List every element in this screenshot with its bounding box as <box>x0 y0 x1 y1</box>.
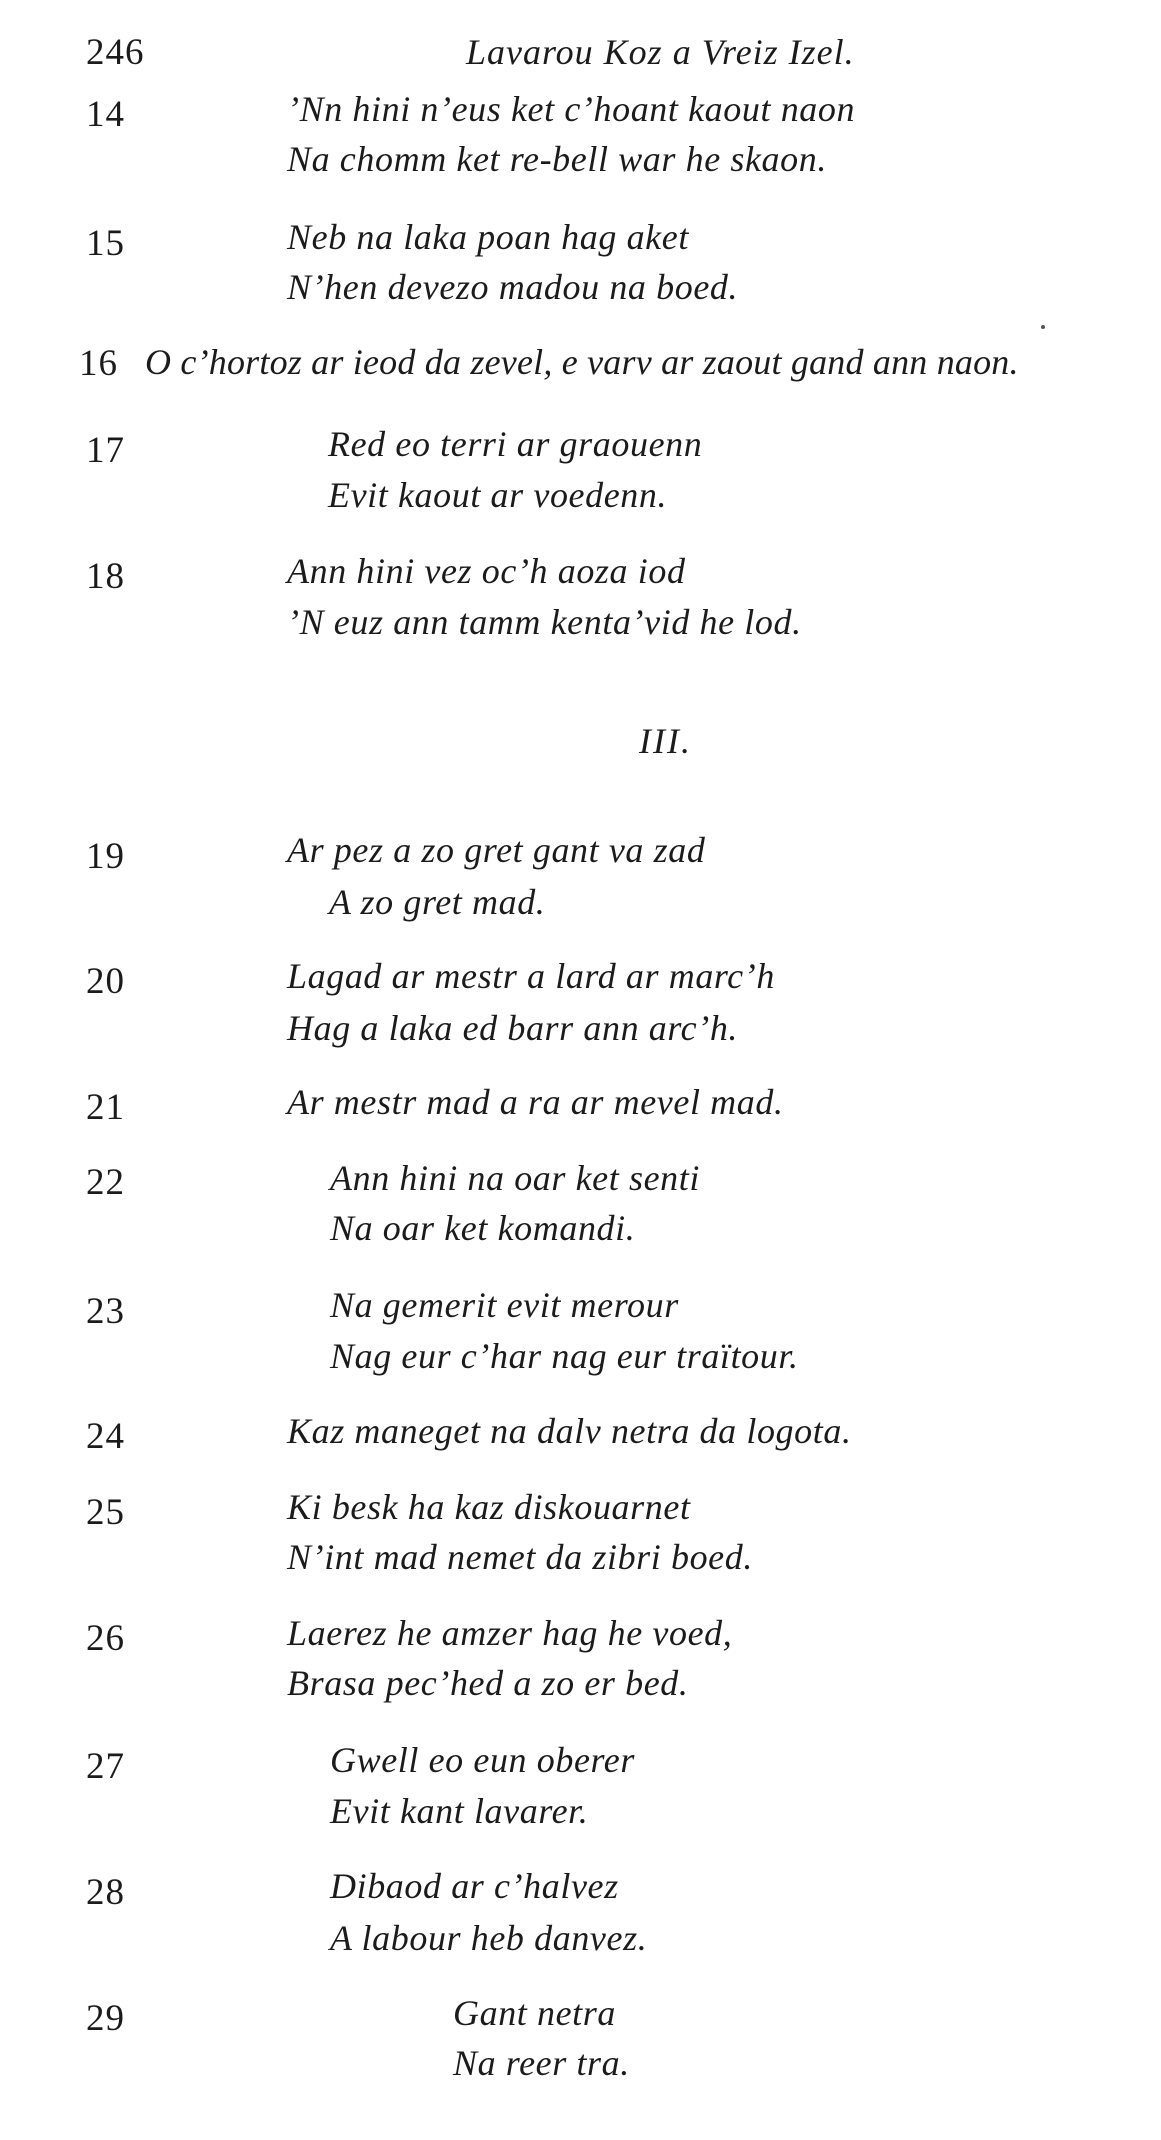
proverb-line: Hag a laka ed barr ann arc’h. <box>287 1008 739 1048</box>
running-title: Lavarou Koz a Vreiz Izel. <box>466 32 855 72</box>
proverb-line: Laerez he amzer hag he voed, <box>287 1613 733 1653</box>
proverb-number: 16 <box>79 343 118 384</box>
proverb-number: 25 <box>86 1492 125 1533</box>
print-speck <box>1041 325 1045 329</box>
proverb-line: N’int mad nemet da zibri boed. <box>287 1537 753 1577</box>
proverb-number: 23 <box>86 1291 125 1332</box>
proverb-number: 27 <box>86 1746 125 1787</box>
proverb-line: Na oar ket komandi. <box>330 1208 636 1248</box>
proverb-number: 22 <box>86 1162 125 1203</box>
proverb-line: ’Nn hini n’eus ket c’hoant kaout naon <box>287 89 856 129</box>
proverb-line: Red eo terri ar graouenn <box>328 424 703 464</box>
section-heading: III. <box>639 721 692 761</box>
proverb-line: Neb na laka poan hag aket <box>287 217 689 257</box>
proverb-number: 26 <box>86 1618 125 1659</box>
proverb-line: ’N euz ann tamm kenta’vid he lod. <box>287 602 802 642</box>
proverb-line: Ann hini vez oc’h aoza iod <box>287 551 686 591</box>
proverb-line: A labour heb danvez. <box>330 1918 648 1958</box>
proverb-line: Ki besk ha kaz diskouarnet <box>287 1487 691 1527</box>
proverb-number: 17 <box>86 430 125 471</box>
proverb-line: N’hen devezo madou na boed. <box>287 267 739 307</box>
proverb-number: 28 <box>86 1872 125 1913</box>
proverb-line: Gwell eo eun oberer <box>330 1740 635 1780</box>
proverb-number: 15 <box>86 223 125 264</box>
proverb-number: 29 <box>86 1998 125 2039</box>
proverb-line: Na chomm ket re-bell war he skaon. <box>287 139 827 179</box>
proverb-number: 24 <box>86 1416 125 1457</box>
proverb-line: Na reer tra. <box>453 2043 630 2083</box>
proverb-line: Gant netra <box>453 1993 616 2033</box>
proverb-number: 18 <box>86 556 125 597</box>
proverb-line: Kaz maneget na dalv netra da logota. <box>287 1411 852 1451</box>
proverb-number: 19 <box>86 836 125 877</box>
proverb-line: Ar mestr mad a ra ar mevel mad. <box>287 1082 784 1122</box>
proverb-line: O c’hortoz ar ieod da zevel, e varv ar zaout gand ann naon. <box>145 342 1019 382</box>
proverb-line: Ann hini na oar ket senti <box>330 1158 700 1198</box>
proverb-number: 14 <box>86 94 125 135</box>
proverb-line: Brasa pec’hed a zo er bed. <box>287 1663 689 1703</box>
proverb-line: Evit kant lavarer. <box>330 1791 589 1831</box>
proverb-line: Nag eur c’har nag eur traïtour. <box>330 1336 799 1376</box>
proverb-line: Lagad ar mestr a lard ar marc’h <box>287 956 775 996</box>
proverb-number: 21 <box>86 1087 125 1128</box>
proverb-number: 20 <box>86 961 125 1002</box>
proverb-line: Evit kaout ar voedenn. <box>328 475 668 515</box>
proverb-line: Na gemerit evit merour <box>330 1285 679 1325</box>
page-number: 246 <box>86 32 145 73</box>
proverb-line: Ar pez a zo gret gant va zad <box>287 830 706 870</box>
proverb-line: Dibaod ar c’halvez <box>330 1866 619 1906</box>
proverb-line: A zo gret mad. <box>329 882 546 922</box>
